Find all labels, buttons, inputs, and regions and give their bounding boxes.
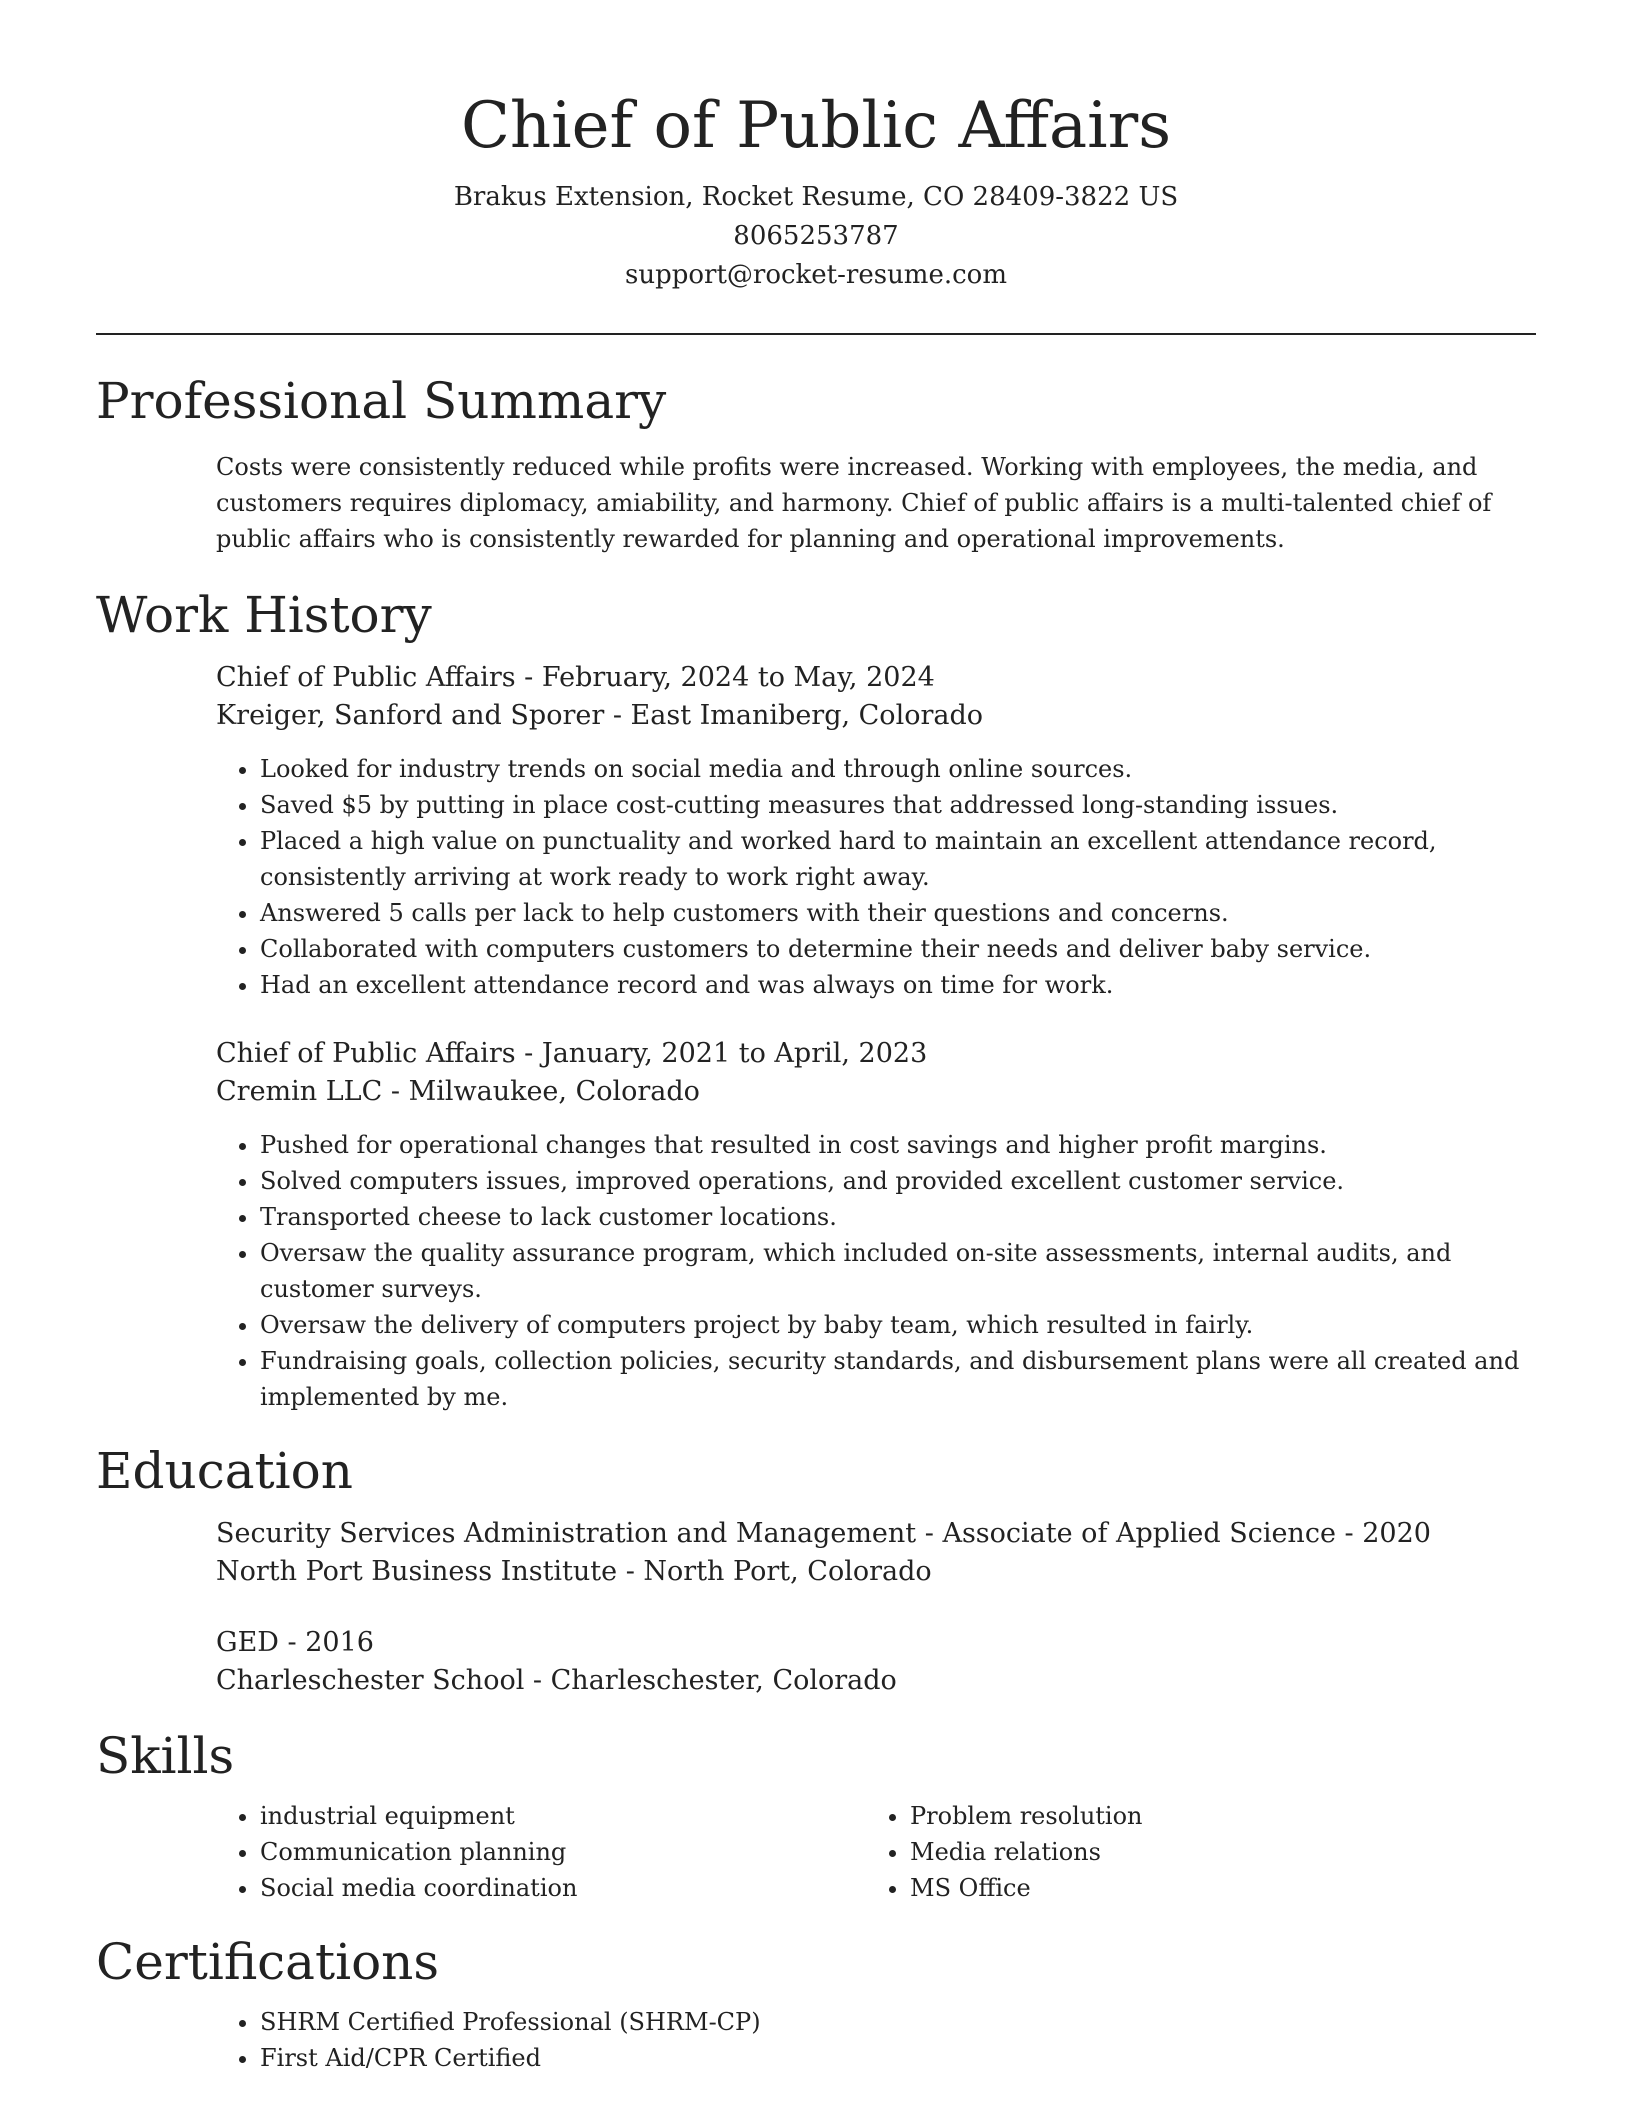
resume-name: Chief of Public Affairs [460, 89, 1172, 163]
skills-section [96, 1726, 1536, 1906]
email: support@rocket-resume.com [624, 260, 1007, 290]
list-item: • Looked for industry trends on social media and through online sources. [260, 751, 1536, 787]
list-item: • Oversaw the quality assurance program, which included on-site assessments, internal audits, and customer surveys. [260, 1235, 1536, 1307]
section-title-skills: Skills [96, 1727, 235, 1785]
list-item: • Saved $5 by putting in place cost-cutting measures that addressed long-standing issues. [260, 787, 1536, 823]
job-bullets [216, 751, 1536, 1003]
list-item: • Collaborated with computers customers to determine their needs and deliver baby service. [260, 931, 1536, 967]
education-degree: GED [216, 1627, 279, 1658]
separator: - [382, 1076, 409, 1107]
job-location: East Imaniberg, Colorado [630, 700, 983, 731]
education-degree: Associate of Applied Science [942, 1518, 1336, 1549]
separator: - [515, 1038, 542, 1069]
job-company: Cremin LLC [216, 1076, 383, 1107]
education-school: Charleschester School [216, 1665, 525, 1696]
education-location: Charleschester, Colorado [550, 1665, 897, 1696]
list-item: • Transported cheese to lack customer locations. [260, 1199, 1536, 1235]
job-entry [216, 659, 1536, 1003]
summary-text: Costs were consistently reduced while profits were increased. Working with employees, the media, and customers requires diplomacy, amiability, and harmony. Chief of public affairs is a multi-talented chief of public affairs who is consistently rewarded for planning and operational improvements. [216, 453, 1492, 553]
list-item: • Media relations [910, 1834, 1516, 1870]
section-title-work: Work History [96, 586, 432, 644]
list-item: • Communication planning [260, 1834, 866, 1870]
list-item: • Placed a high value on punctuality and worked hard to maintain an excellent attendance record, consistently arriving at work ready to work right away. [260, 823, 1536, 895]
separator: - [916, 1518, 943, 1549]
list-item: • Solved computers issues, improved operations, and provided excellent customer service. [260, 1163, 1536, 1199]
separator: - [524, 1665, 551, 1696]
list-item: • Fundraising goals, collection policies, security standards, and disbursement plans were all created and implemented by me. [260, 1343, 1536, 1415]
summary-body [216, 449, 1536, 557]
list-item: • Had an excellent attendance record and was always on time for work. [260, 967, 1536, 1003]
job-company-line [216, 1073, 1536, 1111]
separator: - [278, 1627, 306, 1658]
education-school-line [216, 1553, 1536, 1591]
education-year: 2016 [305, 1627, 374, 1658]
phone: 8065253787 [733, 221, 899, 251]
job-title-line [216, 1035, 1536, 1073]
list-item: • MS Office [910, 1870, 1516, 1906]
job-start-end: February, 2024 to May, 2024 [541, 662, 935, 693]
list-item: • Answered 5 calls per lack to help customers with their questions and concerns. [260, 895, 1536, 931]
list-item: • industrial equipment [260, 1798, 866, 1834]
education-entry [216, 1515, 1536, 1591]
work-section [96, 585, 1536, 1415]
list-item: • SHRM Certified Professional (SHRM-CP) [260, 2004, 1536, 2040]
separator: - [604, 700, 631, 731]
list-item: • Problem resolution [910, 1798, 1516, 1834]
certifications-body [216, 2004, 1536, 2076]
certifications-list [216, 2004, 1536, 2076]
resume-page [96, 0, 1536, 2076]
job-entry [216, 1035, 1536, 1415]
education-degree-line [216, 1624, 1536, 1662]
separator: - [515, 662, 542, 693]
list-item: • First Aid/CPR Certified [260, 2040, 1536, 2076]
certifications-section [96, 1932, 1536, 2076]
education-section [96, 1441, 1536, 1700]
skills-grid [216, 1798, 1536, 1906]
job-location: Milwaukee, Colorado [408, 1076, 700, 1107]
job-title-line [216, 659, 1536, 697]
skills-list-right [866, 1798, 1516, 1906]
job-start-end: January, 2021 to April, 2023 [541, 1038, 928, 1069]
job-title: Chief of Public Affairs [216, 1038, 516, 1069]
separator: - [617, 1556, 644, 1587]
job-bullets [216, 1127, 1536, 1415]
resume-header [96, 0, 1536, 295]
job-company-line [216, 697, 1536, 735]
contact-block [96, 178, 1536, 295]
section-title-education: Education [96, 1442, 353, 1500]
section-title-certifications: Certifications [96, 1933, 440, 1991]
list-item: • Oversaw the delivery of computers project by baby team, which resulted in fairly. [260, 1307, 1536, 1343]
section-title-summary: Professional Summary [96, 372, 667, 430]
separator: - [1335, 1518, 1363, 1549]
job-title: Chief of Public Affairs [216, 662, 516, 693]
job-company: Kreiger, Sanford and Sporer [216, 700, 605, 731]
summary-section [96, 371, 1536, 557]
education-location: North Port, Colorado [643, 1556, 932, 1587]
list-item: • Pushed for operational changes that resulted in cost savings and higher profit margins. [260, 1127, 1536, 1163]
education-school: North Port Business Institute [216, 1556, 618, 1587]
skills-list-left [216, 1798, 866, 1906]
education-field: Security Services Administration and Management [216, 1518, 917, 1549]
header-divider [96, 333, 1536, 335]
address: Brakus Extension, Rocket Resume, CO 28409-3822 US [453, 182, 1179, 212]
list-item: • Social media coordination [260, 1870, 866, 1906]
education-entry [216, 1624, 1536, 1700]
education-year: 2020 [1362, 1518, 1431, 1549]
education-school-line [216, 1662, 1536, 1700]
education-degree-line [216, 1515, 1536, 1553]
